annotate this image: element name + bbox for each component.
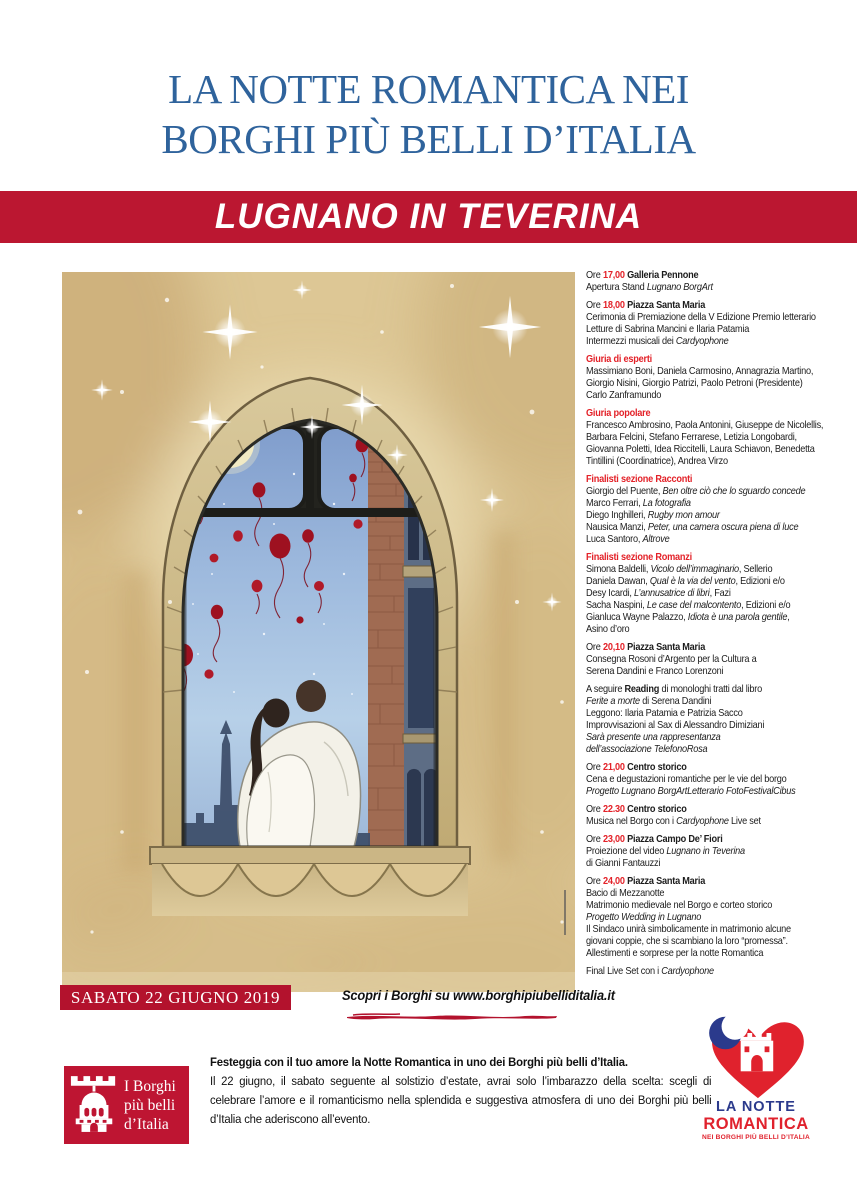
schedule-block [586,300,856,348]
schedule-block [586,474,856,546]
schedule-line: Final Live Set con i Cardyophone [586,966,714,977]
schedule-line: Nausica Manzi, Peter, una camera oscura piena di luce [586,522,799,533]
borghi-logo [64,1066,189,1144]
schedule-block [586,642,856,678]
schedule-line: Gianluca Wayne Palazzo, Idiota è una parola gentile, [586,612,790,623]
schedule-line: Sacha Naspini, Le case del malcontento, Edizioni e/o [586,600,791,611]
schedule-line: Progetto Lugnano BorgArtLetterario FotoFestivalCibus [586,786,796,797]
schedule-line: Daniela Dawan, Qual è la via del vento, Edizioni e/o [586,576,785,587]
schedule-line: Bacio di Mezzanotte [586,888,665,899]
notte-logo-tagline: NEI BORGHI PIÙ BELLI D’ITALIA [702,1134,810,1141]
schedule-line: Simona Baldelli, Vicolo dell’immaginario, Sellerio [586,564,773,575]
schedule-time-heading: Ore 20,10 Piazza Santa Maria [586,642,706,653]
schedule-line: Diego Inghilleri, Rugby mon amour [586,510,720,521]
schedule-block [586,876,856,960]
schedule-line: Musica nel Borgo con i Cardyophone Live set [586,816,761,827]
schedule-line: Giorgio del Puente, Ben oltre ciò che lo sguardo concede [586,486,806,497]
schedule-line: Letture di Sabrina Mancini e Ilaria Patamia [586,324,750,335]
poster-title [0,64,857,164]
schedule-line: Cena e degustazioni romantiche per le vie del borgo [586,774,787,785]
schedule-line: dell’associazione TelefonoRosa [586,744,708,755]
promo-body: Il 22 giugno, il sabato seguente al solstizio d’estate, avrai solo l’imbarazzo della scelta: scegli di celebrare l’amore e il romanticismo nella splendida e suggestiva atmosfera di uno dei Borghi più belli d’Italia che aderiscono all’evento. [210,1074,712,1126]
schedule-time-heading: Ore 24,00 Piazza Santa Maria [586,876,706,887]
schedule-time-heading: Ore 18,00 Piazza Santa Maria [586,300,706,311]
arched-window [150,378,470,916]
schedule-block [586,804,856,828]
schedule-line: Ferite a morte di Serena Dandini [586,696,712,707]
borghi-castle-icon [69,1074,119,1136]
schedule-line: Progetto Wedding in Lugnano [586,912,702,923]
schedule-block [586,684,856,756]
schedule-line: Asino d’oro [586,624,630,635]
schedule-section-heading: Giuria popolare [586,408,651,419]
schedule-section-heading: Finalisti sezione Romanzi [586,552,692,563]
schedule-block [586,408,856,468]
promo-paragraph [210,1053,711,1129]
schedule-line: Leggono: Ilaria Patamia e Patrizia Sacco [586,708,743,719]
schedule-line: Improvvisazioni al Sax di Alessandro Dimiziani [586,720,765,731]
title-line-2: BORGHI PIÙ BELLI D’ITALIA [161,116,696,162]
schedule-line: Giorgio Nisini, Giorgio Patrizi, Paolo Petroni (Presidente) [586,378,803,389]
schedule-line: Il Sindaco unirà simbolicamente in matrimonio alcune [586,924,791,935]
event-schedule [586,270,856,984]
schedule-line: Apertura Stand Lugnano BorgArt [586,282,713,293]
heart-castle-moon-icon [698,1012,814,1100]
title-line-1: LA NOTTE ROMANTICA NEI [168,66,689,112]
woman-head [263,699,290,728]
illustration [62,272,575,992]
schedule-line: Sarà presente una rappresentanza [586,732,721,743]
schedule-line: Cerimonia di Premiazione della V Edizione Premio letterario [586,312,816,323]
schedule-section-heading: Finalisti sezione Racconti [586,474,693,485]
schedule-line: Intermezzi musicali dei Cardyophone [586,336,729,347]
schedule-line: Desy Icardi, L’annusatrice di libri, Fazi [586,588,731,599]
schedule-line: A seguire Reading di monologhi tratti dal libro [586,684,762,695]
artist-credit-mark [564,890,566,935]
notte-logo-line1: LA NOTTE [716,1099,796,1115]
schedule-line: Consegna Rosoni d’Argento per la Cultura a [586,654,757,665]
watercolor-scene [62,272,575,992]
schedule-time-heading: Ore 17,00 Galleria Pennone [586,270,699,281]
schedule-line: Proiezione del video Lugnano in Teverina [586,846,745,857]
notte-logo-line2: ROMANTICA [703,1115,809,1133]
schedule-line: Tintillini (Coordinatrice), Andrea Virzo [586,456,728,467]
schedule-line: Francesco Ambrosino, Paola Antonini, Giuseppe de Nicolellis, [586,420,824,431]
town-banner-text: LUGNANO IN TEVERINA [214,197,643,236]
notte-romantica-logo [690,1012,822,1143]
schedule-line: Allestimenti e sorprese per la notte Romantica [586,948,764,959]
schedule-line: Giovanna Poletti, Idea Riccitelli, Laura Schiavon, Benedetta [586,444,815,455]
schedule-time-heading: Ore 23,00 Piazza Campo De’ Fiori [586,834,723,845]
website-link[interactable]: Scopri i Borghi su www.borghipiubelliditalia.it [342,987,615,1003]
schedule-block [586,552,856,636]
schedule-line: Matrimonio medievale nel Borgo e corteo storico [586,900,773,911]
window-sill [150,847,470,916]
schedule-line: Carlo Zanframundo [586,390,662,401]
borghi-logo-text: I Borghi più belli d’Italia [124,1077,176,1133]
schedule-block [586,834,856,870]
brush-underline [345,1011,559,1021]
schedule-block [586,354,856,402]
town-banner [0,191,857,243]
schedule-line: Luca Santoro, Altrove [586,534,670,545]
schedule-line: Serena Dandini e Franco Lorenzoni [586,666,724,677]
schedule-line: Massimiano Boni, Daniela Carmosino, Annagrazia Martino, [586,366,814,377]
promo-bold-sentence: Festeggia con il tuo amore la Notte Romantica in uno dei Borghi più belli d’Italia. [210,1055,628,1069]
schedule-block [586,966,856,978]
schedule-time-heading: Ore 21,00 Centro storico [586,762,687,773]
schedule-section-heading: Giuria di esperti [586,354,652,365]
schedule-line: di Gianni Fantauzzi [586,858,661,869]
man-head [296,680,326,712]
schedule-block [586,270,856,294]
schedule-line: Barbara Felcini, Stefano Ferrarese, Letizia Longobardi, [586,432,797,443]
schedule-time-heading: Ore 22.30 Centro storico [586,804,687,815]
schedule-line: Marco Ferrari, La fotografia [586,498,691,509]
schedule-line: giovani coppie, che si scambiano la loro “promessa”. [586,936,788,947]
schedule-block [586,762,856,798]
date-banner: SABATO 22 GIUGNO 2019 [60,985,291,1010]
